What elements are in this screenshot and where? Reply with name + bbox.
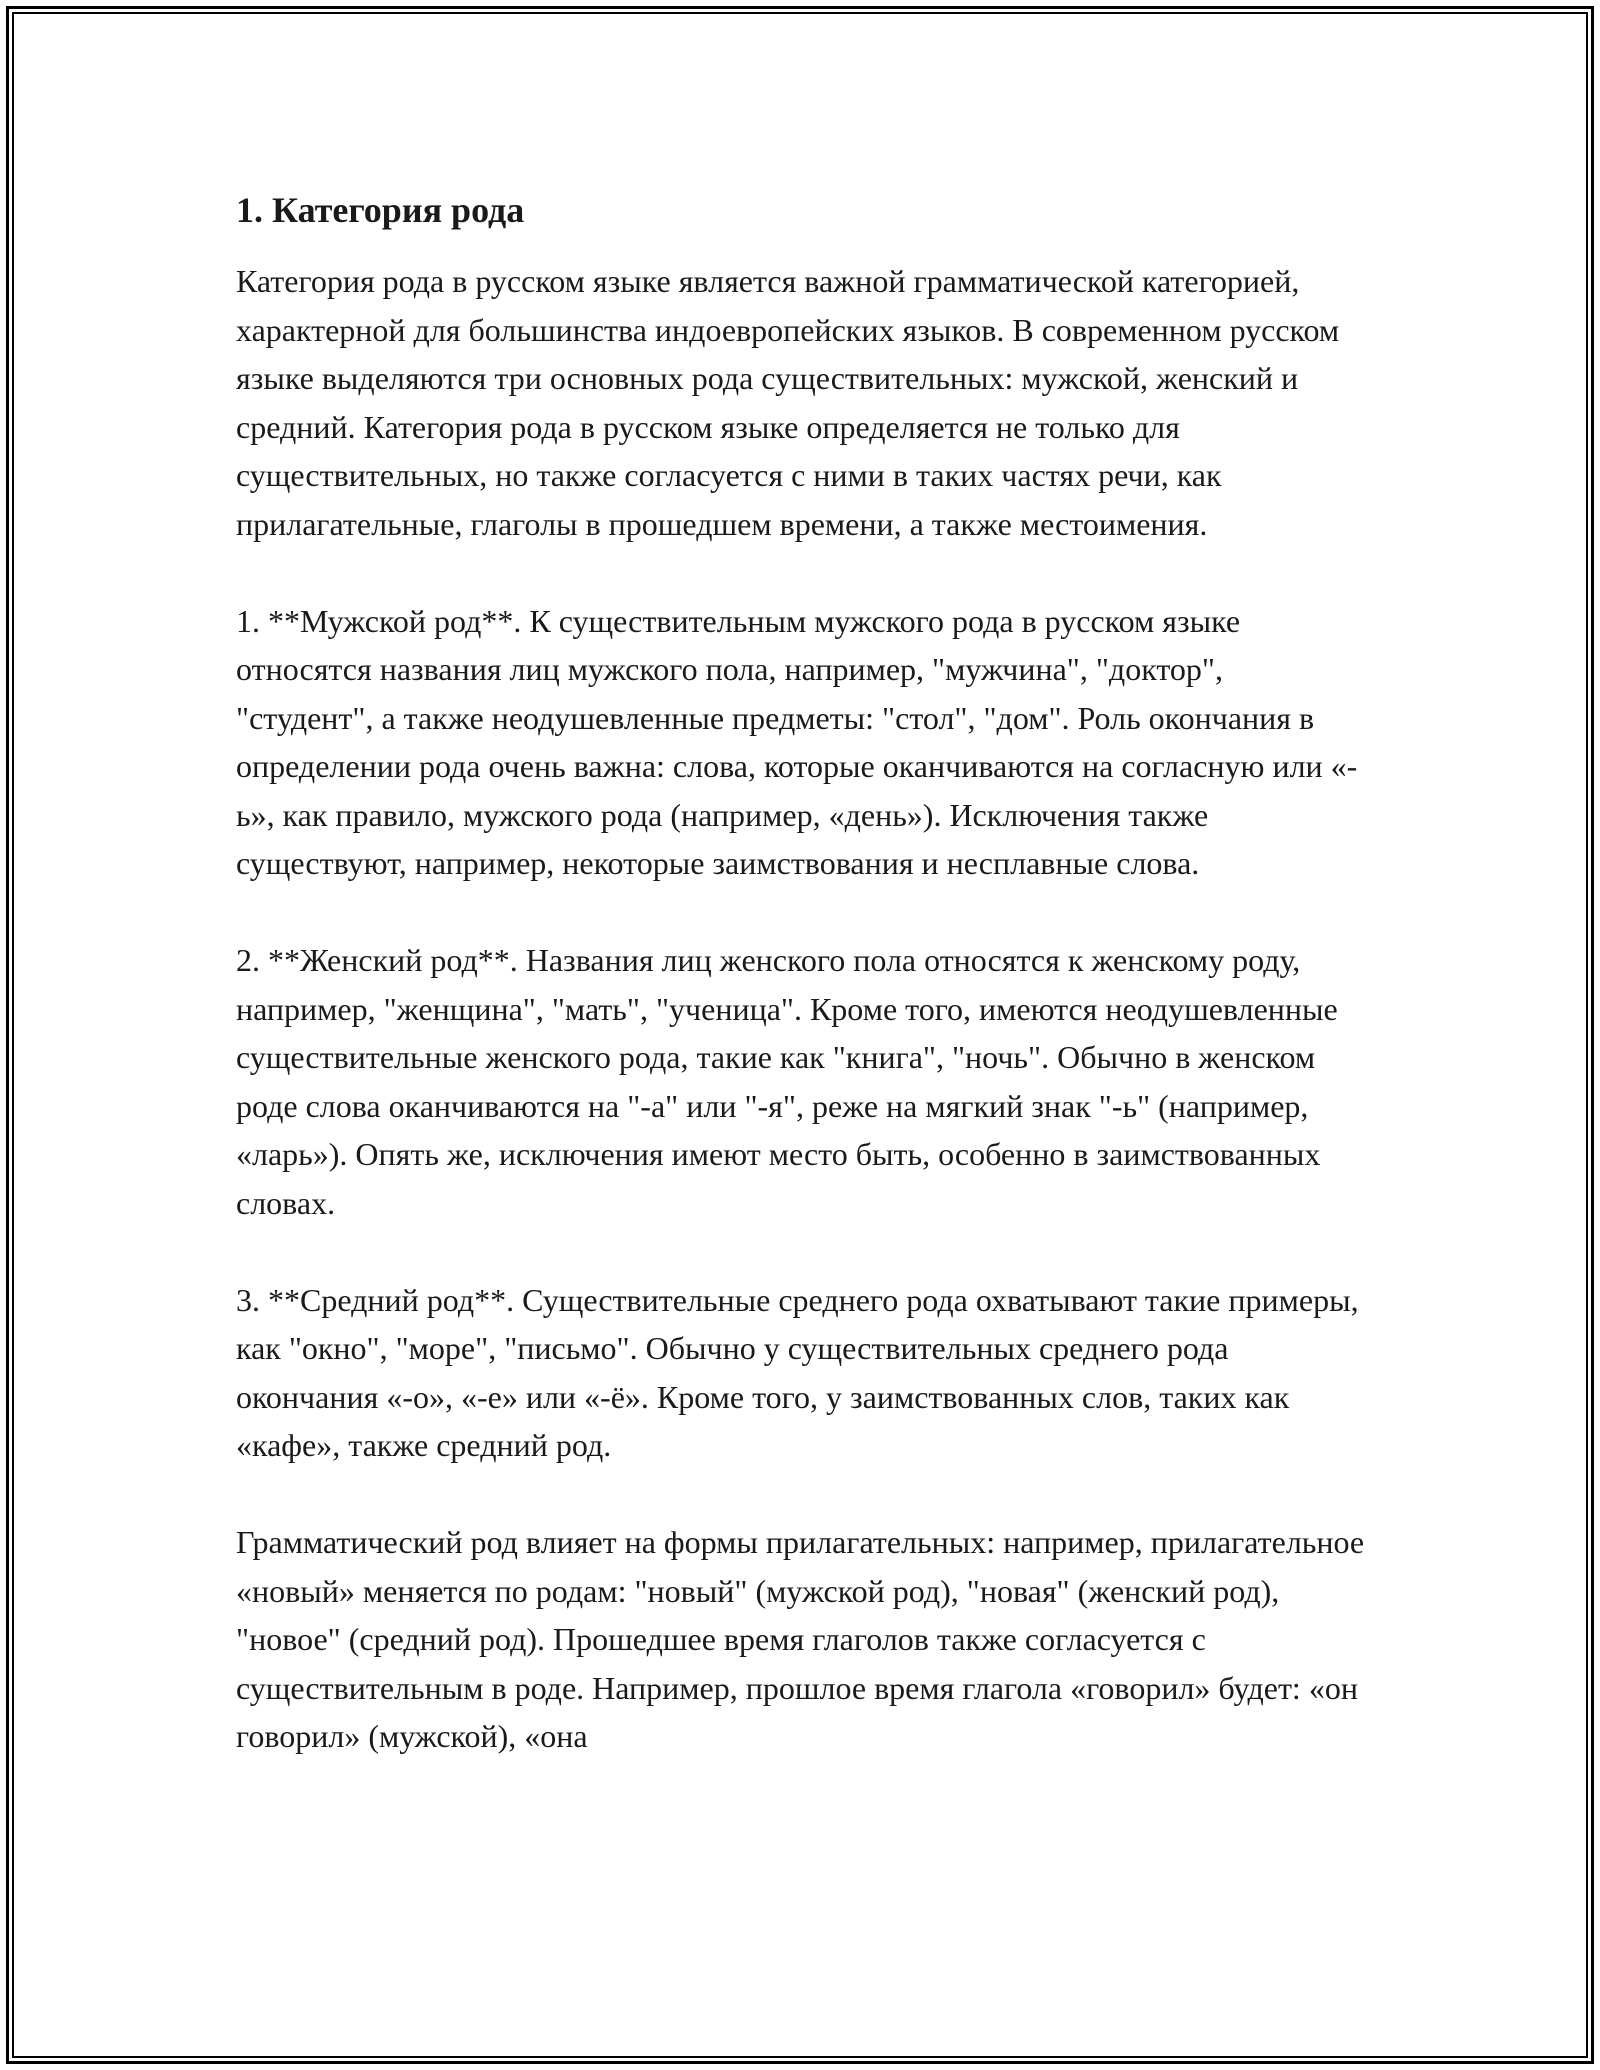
section-heading: 1. Категория рода — [236, 190, 525, 230]
masculine-gender-paragraph: 1. **Мужской род**. К существительным мужского рода в русском языке относятся названия лиц мужского пола, например, "мужчина", "доктор", "студент", а также неодушевленные предметы: "стол", "дом". Роль окончания в определении рода очень важна: слова, которые оканчиваются на согласную или «-ь», как правило, мужского рода (например, «день»). Исключения также существуют, например, некоторые заимствования и несплавные слова. — [236, 602, 1358, 881]
intro-paragraph: Категория рода в русском языке является важной грамматической категорией, характерной для большинства индоевропейских языков. В современном русском языке выделяются три основных рода существительных: мужской, женский и средний. Категория рода в русском языке определяется не только для существительных, но также согласуется с ними в таких частях речи, как прилагательные, глаголы в прошедшем времени, а также местоимения. — [236, 263, 1340, 542]
feminine-gender-paragraph: 2. **Женский род**. Названия лиц женского пола относятся к женскому роду, например, "женщина", "мать", "ученица". Кроме того, имеются неодушевленные существительные женского рода, такие как "книга", "ночь". Обычно в женском роде слова оканчиваются на "-а" или "-я", реже на мягкий знак "-ь" (например, «ларь»). Опять же, исключения имеют место быть, особенно в заимствованных словах. — [236, 942, 1338, 1221]
neuter-gender-paragraph: 3. **Средний род**. Существительные среднего рода охватывают такие примеры, как "окно", "море", "письмо". Обычно у существительных среднего рода окончания «-о», «-е» или «-ё». Кроме того, у заимствованных слов, таких как «кафе», также средний род. — [236, 1281, 1359, 1463]
document-body — [236, 186, 1366, 1761]
grammatical-gender-paragraph: Грамматический род влияет на формы прилагательных: например, прилагательное «новый» меняется по родам: "новый" (мужской род), "новая" (женский род), "новое" (средний род). Прошедшее время глаголов также согласуется с существительным в роде. Например, прошлое время глагола «говорил» будет: «он говорил» (мужской), «она — [236, 1524, 1365, 1754]
